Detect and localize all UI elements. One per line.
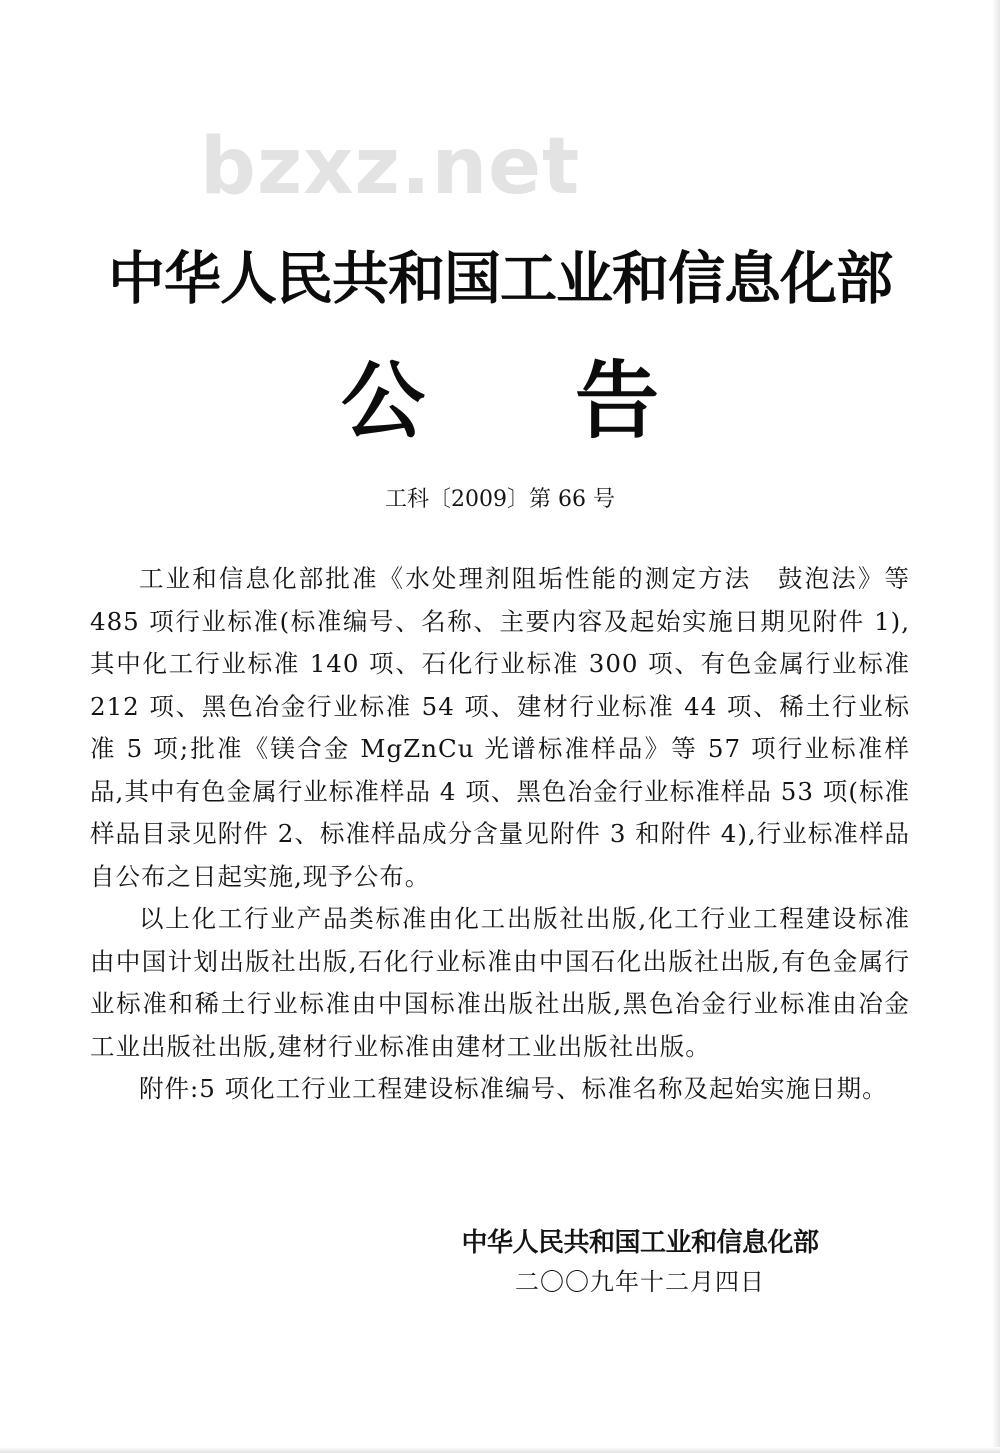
ministry-title: 中华人民共和国工业和信息化部 (108, 246, 892, 312)
document-number: 工科〔2009〕第 66 号 (385, 487, 615, 512)
page-bottom-shadow (0, 1447, 1000, 1453)
signature-block (440, 1224, 840, 1302)
watermark: bzxz.net (200, 122, 581, 212)
body-paragraph-publishers: 以上化工行业产品类标准由化工出版社出版,化工行业工程建设标准由中国计划出版社出版,石化行业标准由中国石化出版社出版,有色金属行业标准和稀土行业标准由中国标准出版社出版,黑色冶金行业标准由冶金工业出版社出版,建材行业标准由建材工业出版社出版。 (90, 904, 910, 1061)
page-edge-shadow (992, 0, 1000, 1453)
signature-date: 二〇〇九年十二月四日 (515, 1268, 765, 1296)
notice-body (90, 558, 910, 1111)
body-paragraph-attachment: 附件:5 项化工行业工程建设标准编号、标准名称及起始实施日期。 (139, 1074, 888, 1103)
signature-organization: 中华人民共和国工业和信息化部 (461, 1228, 819, 1258)
notice-title: 公告 (340, 351, 809, 450)
body-paragraph-approval: 工业和信息化部批准《水处理剂阻垢性能的测定方法 鼓泡法》等 485 项行业标准(标准编号、名称、主要内容及起始实施日期见附件 1),其中化工行业标准 140 项、石化行业标准 300 项、有色金属行业标准 212 项、黑色冶金行业标准 54 项、建材行业标准 44 项、稀土行业标准 5 项;批准《镁合金 MgZnCu 光谱标准样品》等 57 项行业标准样品,其中有色金属行业标准样品 4 项、黑色冶金行业标准样品 53 项(标准样品目录见附件 2、标准样品成分含量见附件 3 和附件 4),行业标准样品自公布之日起实施,现予公布。 (90, 564, 910, 891)
